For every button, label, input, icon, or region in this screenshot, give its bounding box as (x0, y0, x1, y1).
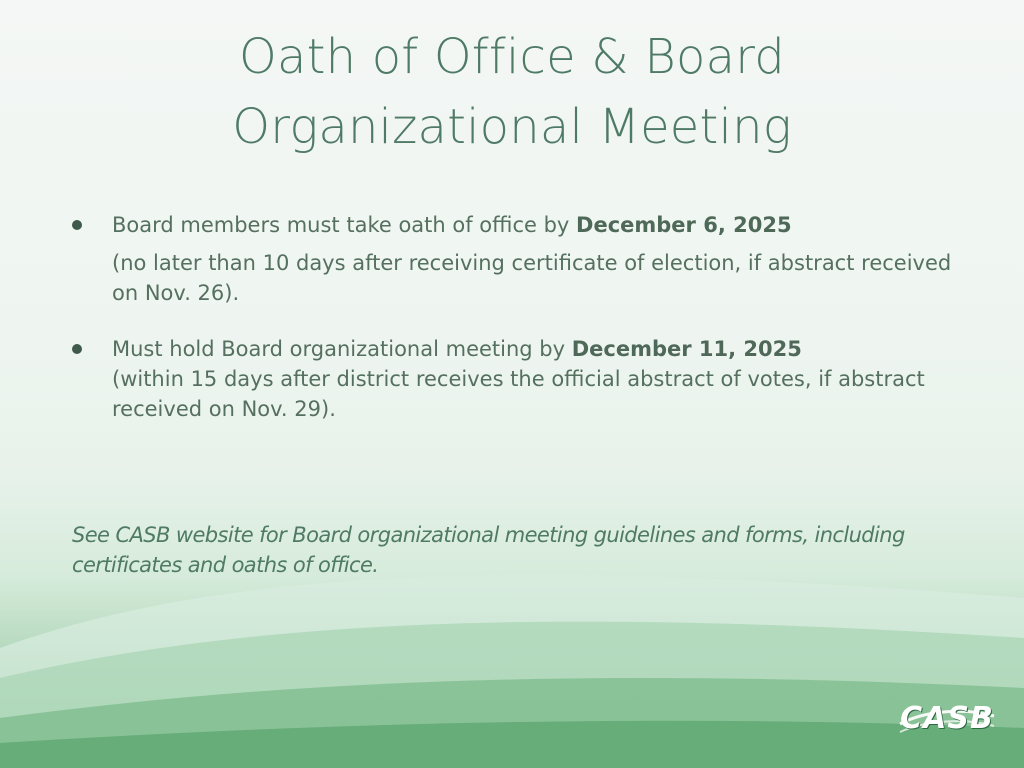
bullet-text: Must hold Board organizational meeting by (112, 337, 572, 361)
website-note: See CASB website for Board organizational meeting guidelines and forms, including certificates and oaths of office. (72, 523, 905, 577)
bullet-date: December 11, 2025 (571, 337, 802, 361)
bullet-item-oath (72, 210, 972, 308)
bullet-subtext: (within 15 days after district receives the official abstract of votes, if abstract received on Nov. 29). (112, 367, 925, 421)
logo-text: CASB (900, 700, 994, 736)
bullet-dot-icon (72, 220, 82, 230)
page-title (0, 22, 1024, 162)
bullet-item-meeting (72, 334, 972, 424)
title-line-2: Organizational Meeting (232, 99, 792, 155)
bullet-text: Board members must take oath of office by (112, 213, 577, 237)
bullet-date: December 6, 2025 (576, 213, 792, 237)
bullet-list (72, 210, 972, 424)
bullet-dot-icon (72, 344, 82, 354)
title-line-1: Oath of Office & Board (239, 29, 785, 85)
bullet-subtext: (no later than 10 days after receiving certificate of election, if abstract received on Nov. 26). (112, 251, 952, 305)
casb-logo (896, 694, 998, 742)
